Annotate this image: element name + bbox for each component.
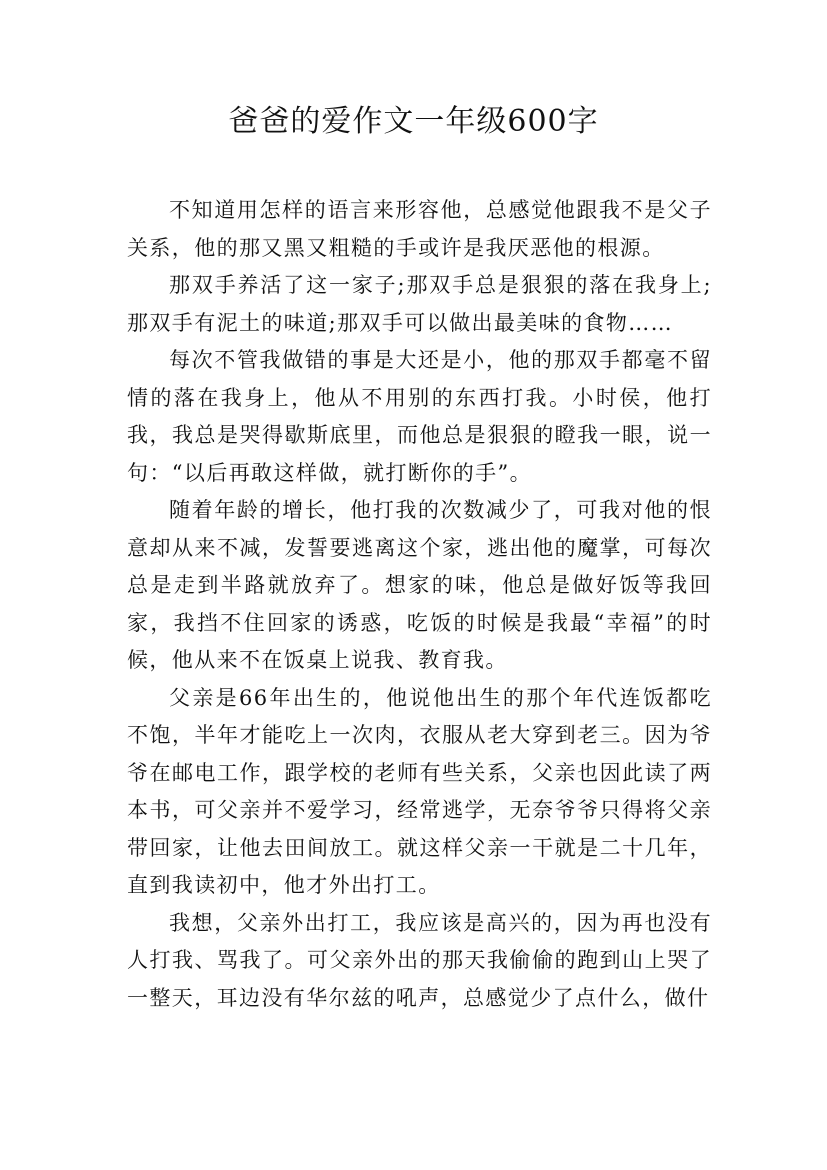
essay-body (127, 192, 712, 1017)
paragraph-4: 随着年龄的增长，他打我的次数减少了，可我对他的恨意却从来不减，发誓要逃离这个家，逃出他的魔掌，可每次总是走到半路就放弃了。想家的味，他总是做好饭等我回家，我挡不住回家的诱惑，吃饭的时候是我最“幸福”的时候，他从来不在饭桌上说我、教育我。 (127, 498, 712, 672)
paragraph-2: 那双手养活了这一家子;那双手总是狠狠的落在我身上;那双手有泥土的味道;那双手可以做出最美味的食物…… (127, 273, 712, 335)
paragraph-3: 每次不管我做错的事是大还是小，他的那双手都毫不留情的落在我身上，他从不用别的东西打我。小时侯，他打我，我总是哭得歇斯底里，而他总是狠狠的瞪我一眼，说一句：“以后再敢这样做，就打断你的手”。 (127, 348, 712, 485)
document-title: 爸爸的爱作文一年级600字 (228, 104, 599, 139)
paragraph-1: 不知道用怎样的语言来形容他，总感觉他跟我不是父子关系，他的那又黑又粗糙的手或许是我厌恶他的根源。 (127, 198, 712, 260)
paragraph-6: 我想，父亲外出打工，我应该是高兴的，因为再也没有人打我、骂我了。可父亲外出的那天我偷偷的跑到山上哭了一整天，耳边没有华尔兹的吼声，总感觉少了点什么，做什 (127, 910, 712, 1010)
paragraph-5: 父亲是66年出生的，他说他出生的那个年代连饭都吃不饱，半年才能吃上一次肉，衣服从老大穿到老三。因为爷爷在邮电工作，跟学校的老师有些关系，父亲也因此读了两本书，可父亲并不爱学习，经常逃学，无奈爷爷只得将父亲带回家，让他去田间放工。就这样父亲一干就是二十几年，直到我读初中，他才外出打工。 (127, 685, 712, 897)
